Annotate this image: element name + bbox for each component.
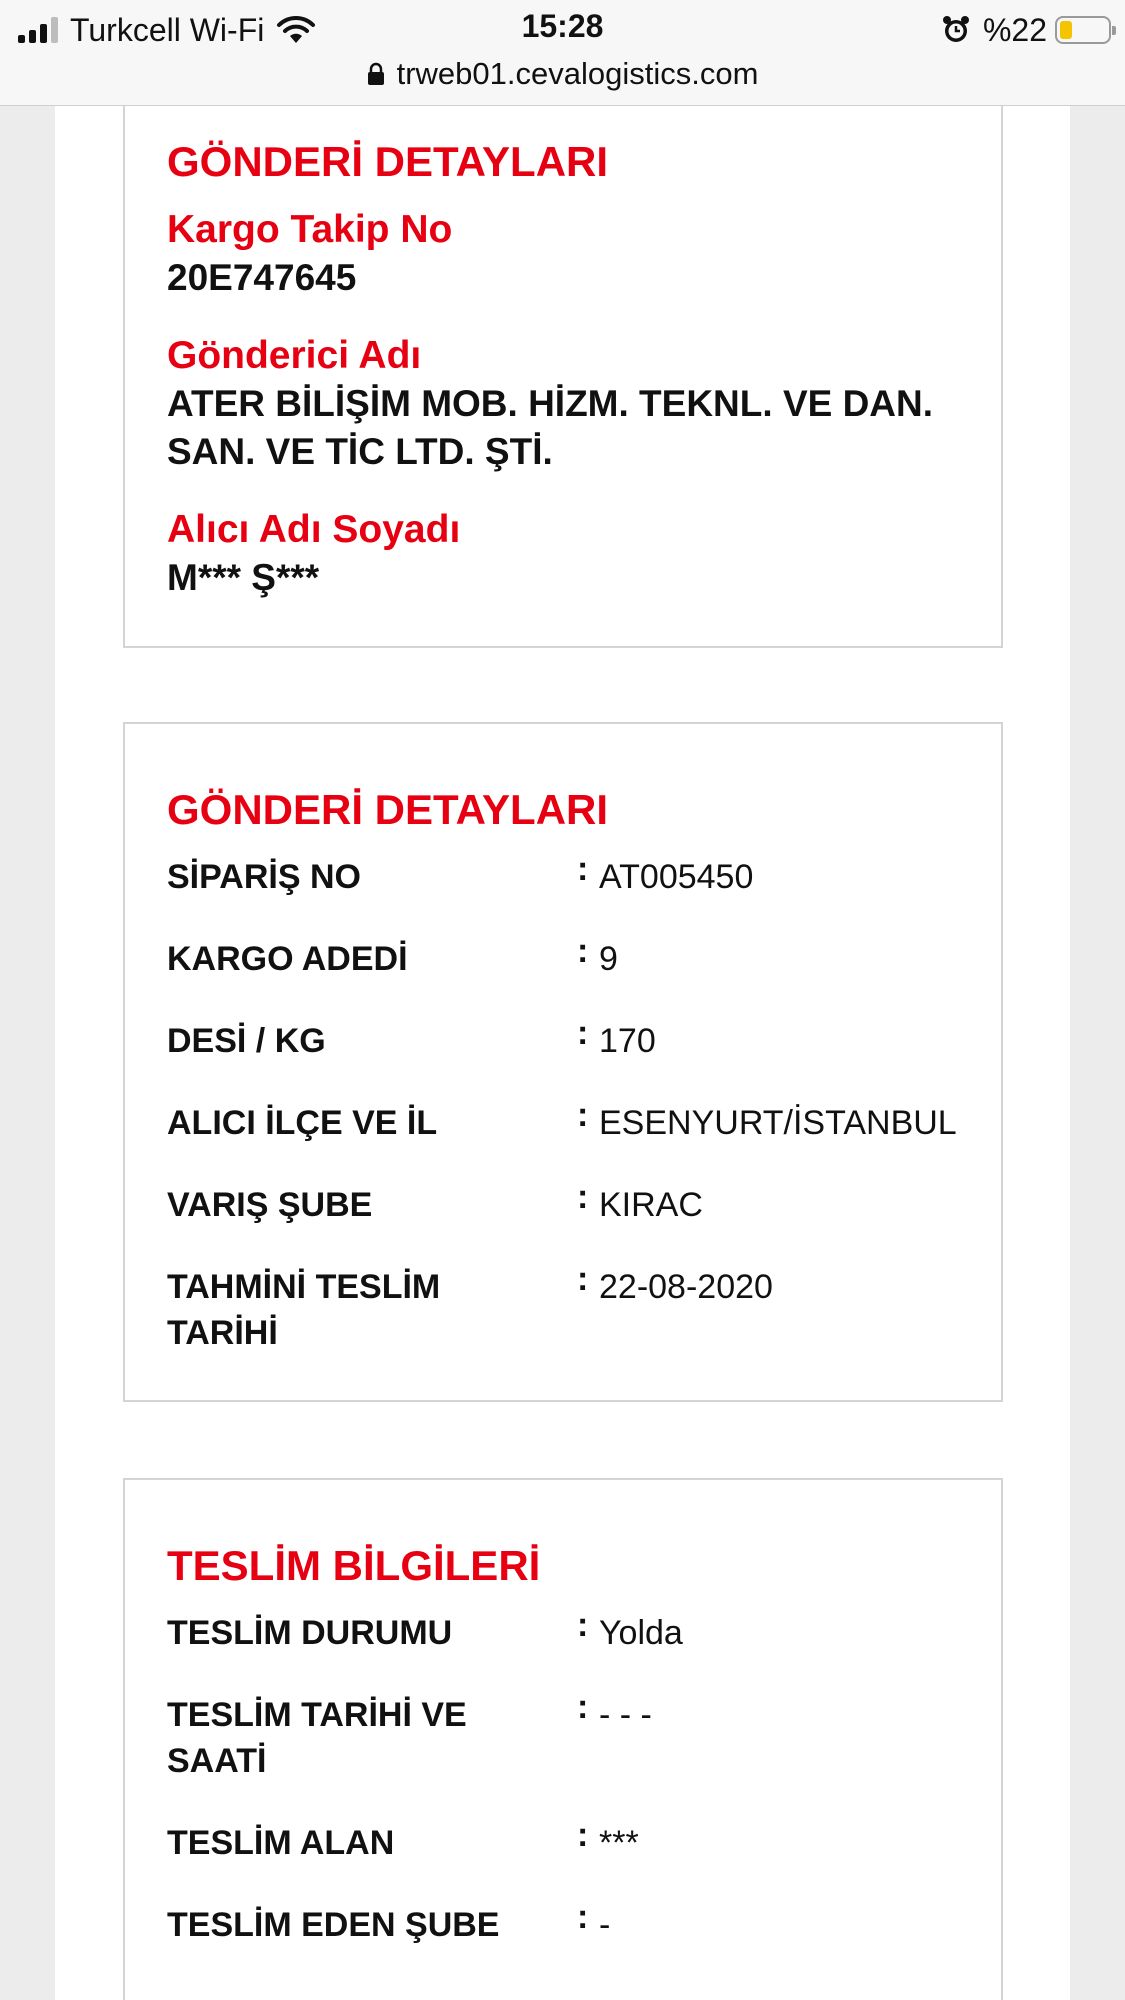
recipient-name-label: Alıcı Adı Soyadı: [167, 508, 461, 551]
lock-icon: [367, 62, 385, 86]
detail-value: AT005450: [599, 858, 754, 896]
detail-label: [167, 1264, 557, 1356]
detail-label: ALICI İLÇE VE İL: [167, 1104, 438, 1142]
delivery-label-line2: SAATİ: [167, 1742, 267, 1780]
alarm-clock-icon: [941, 15, 971, 45]
detail-value: 170: [599, 1022, 656, 1060]
separator: :: [577, 1260, 589, 1298]
battery-percentage: %22: [982, 11, 1047, 48]
delivery-row-date-time: [167, 1688, 987, 1792]
separator: :: [577, 1816, 589, 1854]
sender-name-field: [167, 332, 967, 476]
detail-label-line2: TARİHİ: [167, 1314, 278, 1352]
delivery-row-delivering-branch: [167, 1898, 987, 2000]
tracking-number-label: Kargo Takip No: [167, 208, 453, 251]
battery-icon: [1055, 16, 1111, 44]
status-bar-right: [941, 10, 1111, 50]
delivery-label: TESLİM DURUMU: [167, 1614, 453, 1652]
detail-value: KIRAC: [599, 1186, 703, 1224]
carrier-name: Turkcell Wi-Fi: [70, 11, 265, 48]
shipment-details-card: [123, 722, 1003, 1402]
detail-value: 22-08-2020: [599, 1268, 773, 1306]
separator: :: [577, 1898, 589, 1936]
detail-value: 9: [599, 940, 618, 978]
card-title: TESLİM BİLGİLERİ: [167, 1542, 541, 1589]
separator: :: [577, 1178, 589, 1216]
detail-label-line1: TAHMİNİ TESLİM: [167, 1268, 441, 1306]
separator: :: [577, 1688, 589, 1726]
url-text: trweb01.cevalogistics.com: [396, 56, 759, 91]
delivery-value: Yolda: [599, 1614, 683, 1652]
sender-name-value-line1: ATER BİLİŞİM MOB. HİZM. TEKNL. VE DAN.: [167, 383, 934, 424]
separator: :: [577, 1014, 589, 1052]
status-bar: [0, 0, 1125, 106]
page-content[interactable]: [55, 106, 1070, 2000]
page-gutter-right: [1070, 106, 1125, 2000]
sender-name-label: Gönderici Adı: [167, 334, 422, 377]
separator: :: [577, 932, 589, 970]
detail-row-estimated-delivery: [167, 1260, 987, 1364]
tracking-number-value: 20E747645: [167, 257, 357, 298]
delivery-info-card: [123, 1478, 1003, 2000]
detail-value: ESENYURT/İSTANBUL: [599, 1104, 957, 1142]
detail-label: SİPARİŞ NO: [167, 858, 361, 896]
separator: :: [577, 1606, 589, 1644]
separator: :: [577, 850, 589, 888]
page-gutter-left: [0, 106, 55, 2000]
sender-name-value-line2: SAN. VE TİC LTD. ŞTİ.: [167, 431, 553, 472]
detail-label: VARIŞ ŞUBE: [167, 1186, 373, 1224]
recipient-name-value: M*** Ş***: [167, 557, 320, 598]
tracking-number-field: [167, 206, 967, 302]
delivery-value: ***: [599, 1824, 639, 1862]
detail-label: DESİ / KG: [167, 1022, 326, 1060]
shipment-summary-card: [123, 106, 1003, 648]
delivery-label: [167, 1692, 557, 1784]
battery-fill: [1060, 21, 1072, 39]
delivery-label: TESLİM EDEN ŞUBE: [167, 1906, 500, 1944]
delivery-label-line1: TESLİM TARİHİ VE: [167, 1696, 467, 1734]
separator: :: [577, 1096, 589, 1134]
delivery-label: TESLİM ALAN: [167, 1824, 395, 1862]
delivery-value: -: [599, 1906, 611, 1944]
clock-time: 15:28: [521, 8, 604, 44]
delivery-value: - - -: [599, 1696, 652, 1734]
recipient-name-field: [167, 506, 967, 602]
card-title: GÖNDERİ DETAYLARI: [167, 786, 609, 833]
address-bar[interactable]: [0, 52, 1125, 96]
detail-label: KARGO ADEDİ: [167, 940, 408, 978]
card-title: GÖNDERİ DETAYLARI: [167, 138, 609, 185]
